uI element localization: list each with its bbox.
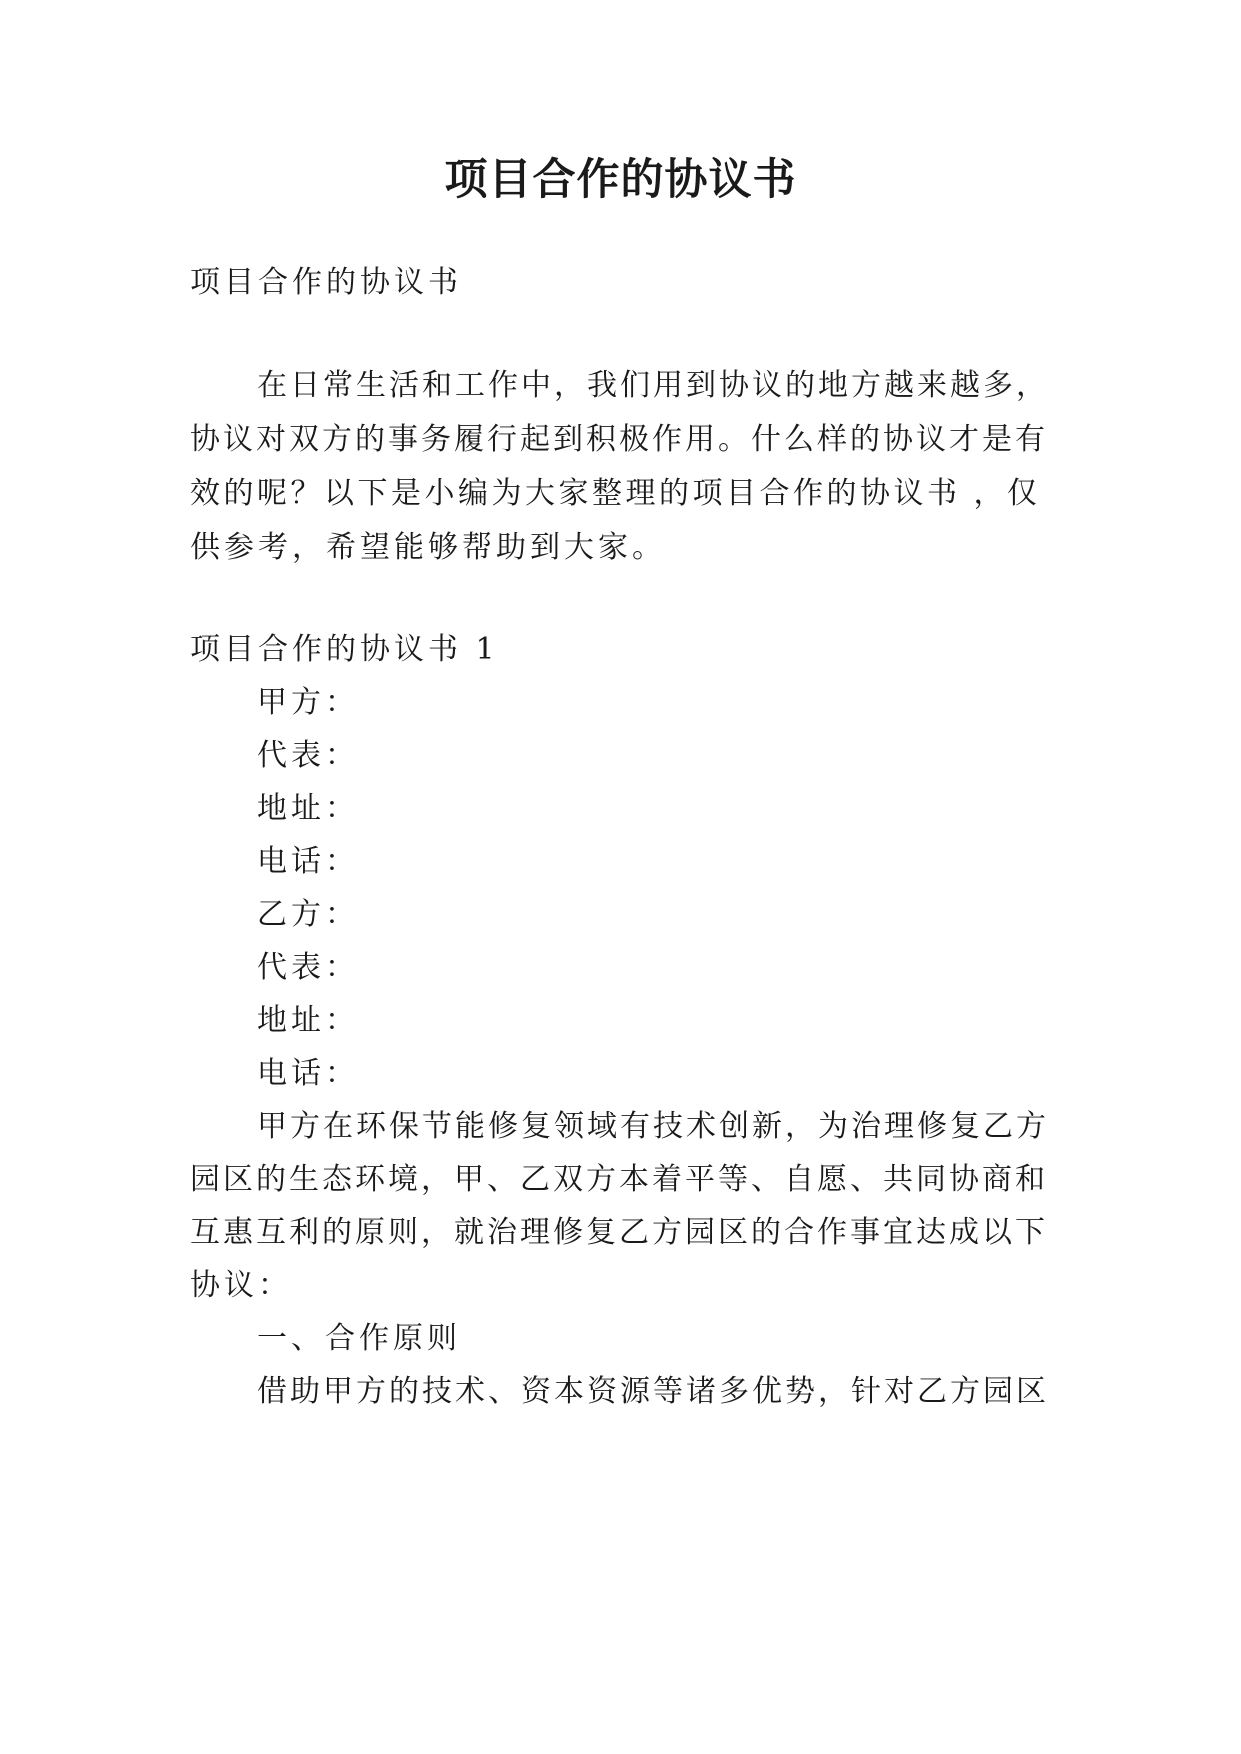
party-b-representative: 代表： <box>257 950 359 985</box>
clause-1-text: 借助甲方的技术、资本资源等诸多优势，针对乙方园区 <box>257 1374 1049 1409</box>
document-subtitle: 项目合作的协议书 <box>190 265 462 300</box>
intro-line-3: 效的呢？以下是小编为大家整理的项目合作的协议书 ，仅 <box>190 476 1041 511</box>
intro-line-1: 在日常生活和工作中，我们用到协议的地方越来越多， <box>257 368 1049 403</box>
party-b-address: 地址： <box>257 1003 359 1038</box>
section-heading: 项目合作的协议书 1 <box>190 632 499 667</box>
party-a-label: 甲方： <box>257 685 359 720</box>
preamble-line-1: 甲方在环保节能修复领域有技术创新，为治理修复乙方 <box>257 1109 1049 1144</box>
intro-line-2: 协议对双方的事务履行起到积极作用。什么样的协议才是有 <box>190 422 1048 457</box>
preamble-line-3: 互惠互利的原则，就治理修复乙方园区的合作事宜达成以下 <box>190 1215 1048 1250</box>
party-a-representative: 代表： <box>257 738 359 773</box>
party-b-label: 乙方： <box>257 897 359 932</box>
preamble-line-4: 协议： <box>190 1268 292 1303</box>
party-a-address: 地址： <box>257 791 359 826</box>
clause-1-heading: 一、合作原则 <box>257 1321 461 1356</box>
party-a-phone: 电话： <box>257 844 359 879</box>
party-b-phone: 电话： <box>257 1056 359 1091</box>
preamble-line-2: 园区的生态环境，甲、乙双方本着平等、自愿、共同协商和 <box>190 1162 1048 1197</box>
intro-line-4: 供参考，希望能够帮助到大家。 <box>190 530 666 565</box>
document-title: 项目合作的协议书 <box>444 155 797 205</box>
